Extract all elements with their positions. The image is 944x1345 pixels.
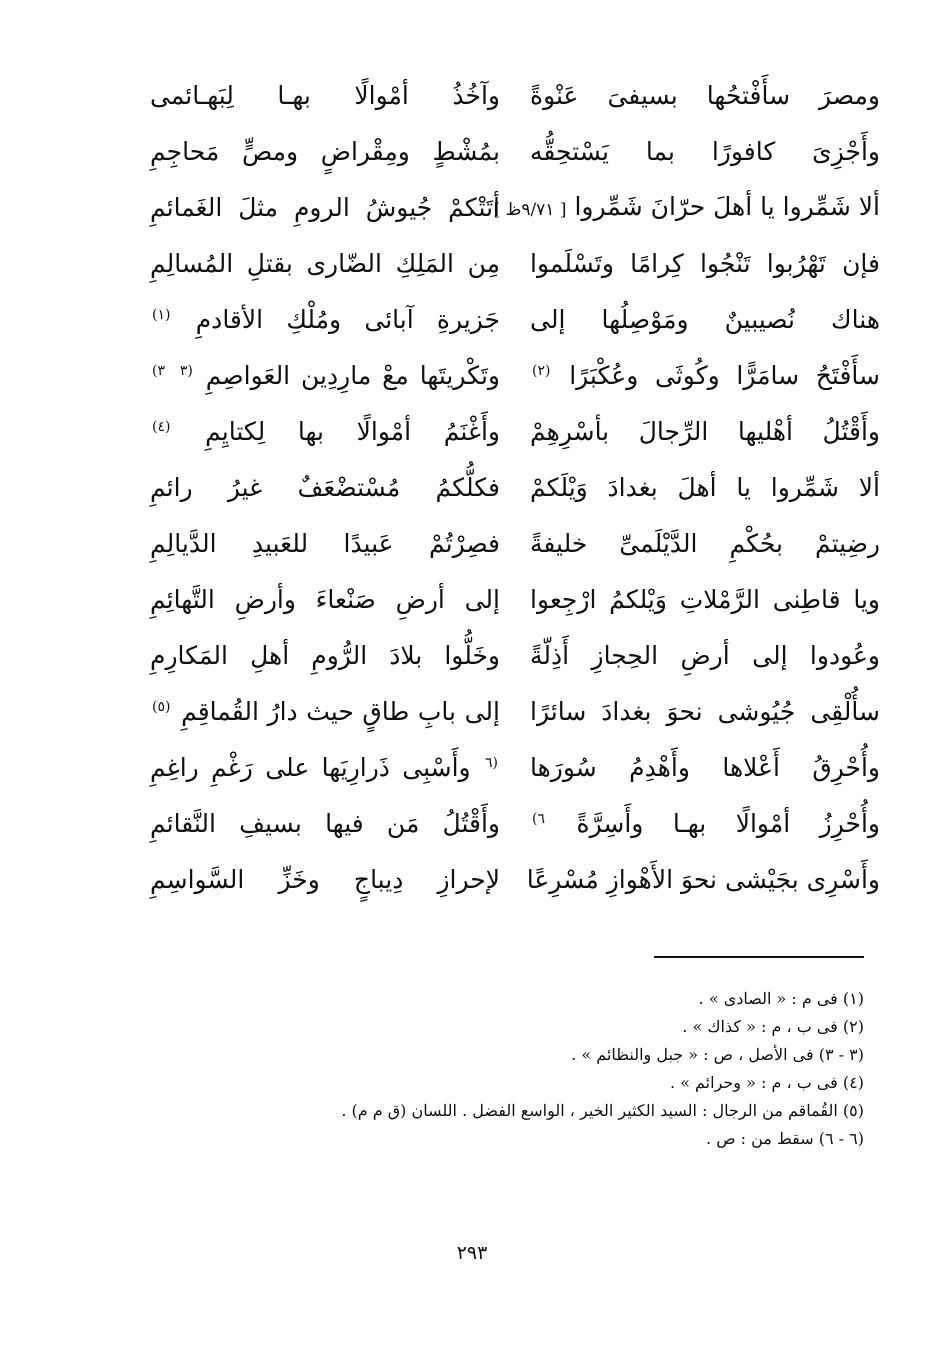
verse-first-hemistich [530, 796, 880, 852]
verse-first-hemistich: وأَسْرِى بجَيْشى نحوَ الأَهْوازِ مُسْرِعًا [526, 865, 880, 894]
page-number: ٢٩٣ [456, 1242, 488, 1264]
footnote-marker: (٢) [532, 362, 551, 379]
verse-text: ألا شَمِّروا يا أهلَ حرّانَ شَمِّروا [574, 191, 880, 221]
verse-text: سأَفْتَحُ سامَرًّا وكُوثَى وعُكْبَرًا [569, 361, 880, 390]
verse-second-hemistich [150, 348, 500, 404]
verse [150, 852, 880, 908]
verse-second-hemistich: وآخُذُ أمْوالًا بهـا لِبَهـائمى [150, 81, 500, 110]
verse-text: وتَكْريتَها معْ مارِدِين العَواصِمِ [205, 361, 500, 390]
footnote-marker: (٦ [485, 754, 498, 771]
footnote-marker: (٤) [152, 418, 171, 435]
verse-second-hemistich: بمُشْطٍ ومِقْراضٍ ومصٍّ مَحاجِمِ [150, 137, 500, 166]
verse-second-hemistich: فصِرْتُمْ عَبيدًا للعَبيدِ الدَّيالِمِ [150, 529, 500, 558]
manuscript-folio-note: [ ٩/٧١ظ ] [493, 199, 567, 220]
verse-second-hemistich [150, 292, 500, 348]
verse [150, 404, 880, 460]
verse-second-hemistich: فكلُّكمُ مُسْتضْعَفٌ غيرُ رائمِ [150, 473, 500, 502]
verse-second-hemistich [150, 404, 500, 460]
verse [150, 292, 880, 348]
footnote: (٢) فى ب ، م : « كذاك » . [682, 1017, 864, 1036]
verse [150, 236, 880, 292]
verse-first-hemistich: وأُحْرِقُ أَعْلاها وأَهْدِمُ سُورَها [530, 753, 880, 782]
verse-second-hemistich: إلى أرضِ صَنْعاءَ وأرضِ التَّهائِمِ [150, 585, 500, 614]
verse-first-hemistich: ومصرَ سأَفْتحُها بسيفىَ عَنْوةً [530, 81, 880, 110]
verse-second-hemistich [150, 740, 500, 796]
verse-second-hemistich: وخَلُّوا بلادَ الرُّومِ أهلِ المَكارِمِ [150, 641, 500, 670]
verse [150, 516, 880, 572]
footnote: (٣ - ٣) فى الأصل ، ص : « جبل والنظائم » . [571, 1045, 864, 1064]
verse [150, 572, 880, 628]
verse [150, 684, 880, 740]
verse-first-hemistich: ويا قاطِنى الرَّمْلاتِ وَيْلكمُ ارْجِعوا [530, 585, 880, 614]
verse-first-hemistich: رضِيتمْ بحُكْمِ الدَّيْلَمىِّ خليفةً [530, 529, 880, 558]
footnote-separator [654, 956, 864, 958]
footnote: (٥) القُماقم من الرجال : السيد الكثير الخير ، الواسع الفضل . اللسان (ق م م) . [341, 1101, 864, 1120]
verse-text: وأَسْبِى ذَرارِيَها على رَغْمِ راغِمِ [150, 753, 471, 782]
footnote-marker: (٥) [152, 698, 171, 715]
footnote-marker: ٣) [152, 362, 165, 379]
verse-first-hemistich: فإن تَهْرُبوا تَنْجُوا كِرامًا وتَسْلَموا [530, 249, 880, 278]
verse [150, 180, 880, 236]
verse [150, 348, 880, 404]
footnotes [224, 985, 864, 1153]
verse-text: وأُحْرِزُ أمْوالًا بهـا وأَسِرَّةً [576, 809, 880, 838]
verse [150, 460, 880, 516]
verse-first-hemistich [493, 179, 880, 238]
verse-first-hemistich [530, 348, 880, 404]
verse [150, 68, 880, 124]
verse-text: إلى بابِ طاقٍ حيث دارُ القُماقِمِ [181, 697, 500, 726]
footnote-marker: ٦) [532, 810, 545, 827]
poem [150, 68, 880, 908]
verse-first-hemistich: ألا شَمِّروا يا أهلَ بغدادَ وَيْلَكمْ [530, 473, 880, 502]
verse-first-hemistich: وعُودوا إلى أرضِ الحِجازِ أَذِلّةً [530, 641, 880, 670]
footnote-marker: (٣ [179, 362, 193, 379]
verse [150, 740, 880, 796]
verse-second-hemistich: أتَتْكمْ جُيوشُ الرومِ مثلَ الغَمائمِ [150, 193, 500, 222]
verse-second-hemistich: وأَقْتُلُ مَن فيها بسيفِ النَّقائمِ [150, 809, 500, 838]
verse-second-hemistich: مِن المَلِكِ الضّارى بقتلِ المُسالِمِ [150, 249, 500, 278]
verse-first-hemistich: هناك نُصيبينٌ ومَوْصِلُها إلى [530, 305, 880, 334]
verse-first-hemistich: وأَقْتُلُ أهْليها الرِّجالَ بأسْرِهِمْ [530, 417, 880, 446]
footnote: (١) فى م : « الصادى » . [698, 989, 864, 1008]
verse [150, 628, 880, 684]
verse [150, 796, 880, 852]
verse-second-hemistich: لإحرازِ دِيباجٍ وخَزِّ السَّواسِمِ [150, 865, 500, 894]
verse-text: وأَغْنَمُ أمْوالًا بها لِكتايِمِ [205, 417, 500, 446]
footnote-marker: (١) [152, 306, 171, 323]
verse-first-hemistich: سأُلْقِى جُيُوشى نحوَ بغدادَ سائرًا [530, 697, 880, 726]
footnote: (٦ - ٦) سقط من : ص . [706, 1129, 864, 1148]
verse [150, 124, 880, 180]
verse-second-hemistich [150, 684, 500, 740]
verse-first-hemistich: وأَجْزِىَ كافورًا بما يَسْتحِقُّه [530, 137, 880, 166]
verse-text: جَزيرةِ آبائى ومُلْكِ الأقادمِ [195, 305, 500, 334]
footnote: (٤) فى ب ، م : « وحرائم » . [669, 1073, 864, 1092]
